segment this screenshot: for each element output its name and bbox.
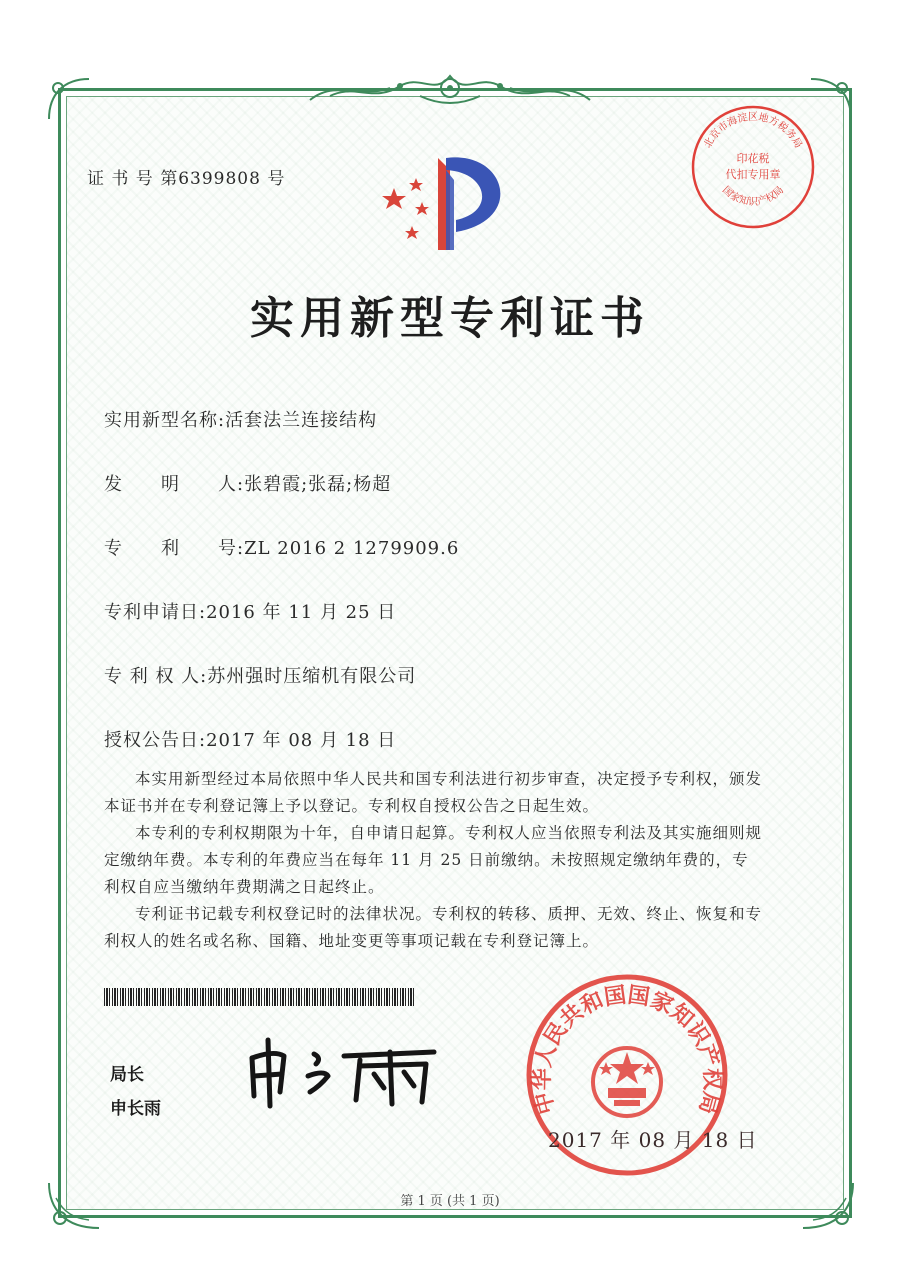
field-patent-number [104,534,459,560]
field-value: 活套法兰连接结构 [225,410,378,431]
field-label: 发 明 人: [104,474,245,495]
svg-text:中华人民共和国国家知识产权局: 中华人民共和国国家知识产权局 [529,982,725,1117]
cnipa-logo-icon [376,150,516,260]
director-signature [244,1030,444,1110]
page-number: 第 1 页 (共 1 页) [400,1194,500,1209]
field-patentee [104,662,416,688]
svg-text:印花税: 印花税 [736,152,770,165]
field-grant-date [104,726,396,752]
field-label: 专 利 号: [104,538,245,559]
svg-text:北京市海淀区地方税务局: 北京市海淀区地方税务局 [702,112,804,151]
paragraph: 本实用新型经过本局依照中华人民共和国专利法进行初步审查，决定授予专利权，颁发本证书并在专利登记簿上予以登记。专利权自授权公告之日起生效。 [104,770,763,815]
barcode [104,988,414,1006]
field-inventors [104,470,391,496]
corner-ornament-top-left [44,74,94,124]
director-name: 申长雨 [110,1099,161,1119]
seal-date: 2017 年 08 月 18 日 [548,1128,758,1152]
field-application-date [104,598,396,624]
national-emblem-icon [593,1048,661,1116]
tax-stamp-seal [688,102,818,232]
field-value: ZL 2016 2 1279909.6 [244,538,460,559]
field-value: 2017 年 08 月 18 日 [206,730,397,751]
paragraph: 本专利的专利权期限为十年，自申请日起算。专利权人应当依照专利法及其实施细则规定缴纳年费。本专利的年费应当在每年 11 月 25 日前缴纳。未按照规定缴纳年费的，专利权自应当缴纳年费期满之日起终止。 [104,824,763,896]
field-value: 苏州强时压缩机有限公司 [207,666,417,687]
field-label: 专 利 权 人: [104,666,208,687]
page-title: 实用新型专利证书 [250,293,650,344]
paragraph: 专利证书记载专利权登记时的法律状况。专利权的转移、质押、无效、终止、恢复和专利权人的姓名或名称、国籍、地址变更等事项记载在专利登记簿上。 [104,905,763,950]
svg-text:代扣专用章: 代扣专用章 [725,168,781,181]
field-name [104,406,377,432]
field-label: 授权公告日: [104,730,207,751]
field-label: 实用新型名称: [104,410,226,431]
director-title: 局长 [110,1065,144,1085]
top-ornament [300,66,600,110]
field-value: 2016 年 11 月 25 日 [206,602,397,623]
certificate-number: 证 书 号 第6399808 号 [87,169,286,189]
field-value: 张碧霞;张磊;杨超 [244,474,392,495]
certificate-body [104,766,764,955]
svg-text:国家知识产权局: 国家知识产权局 [719,184,787,208]
field-label: 专利申请日: [104,602,207,623]
